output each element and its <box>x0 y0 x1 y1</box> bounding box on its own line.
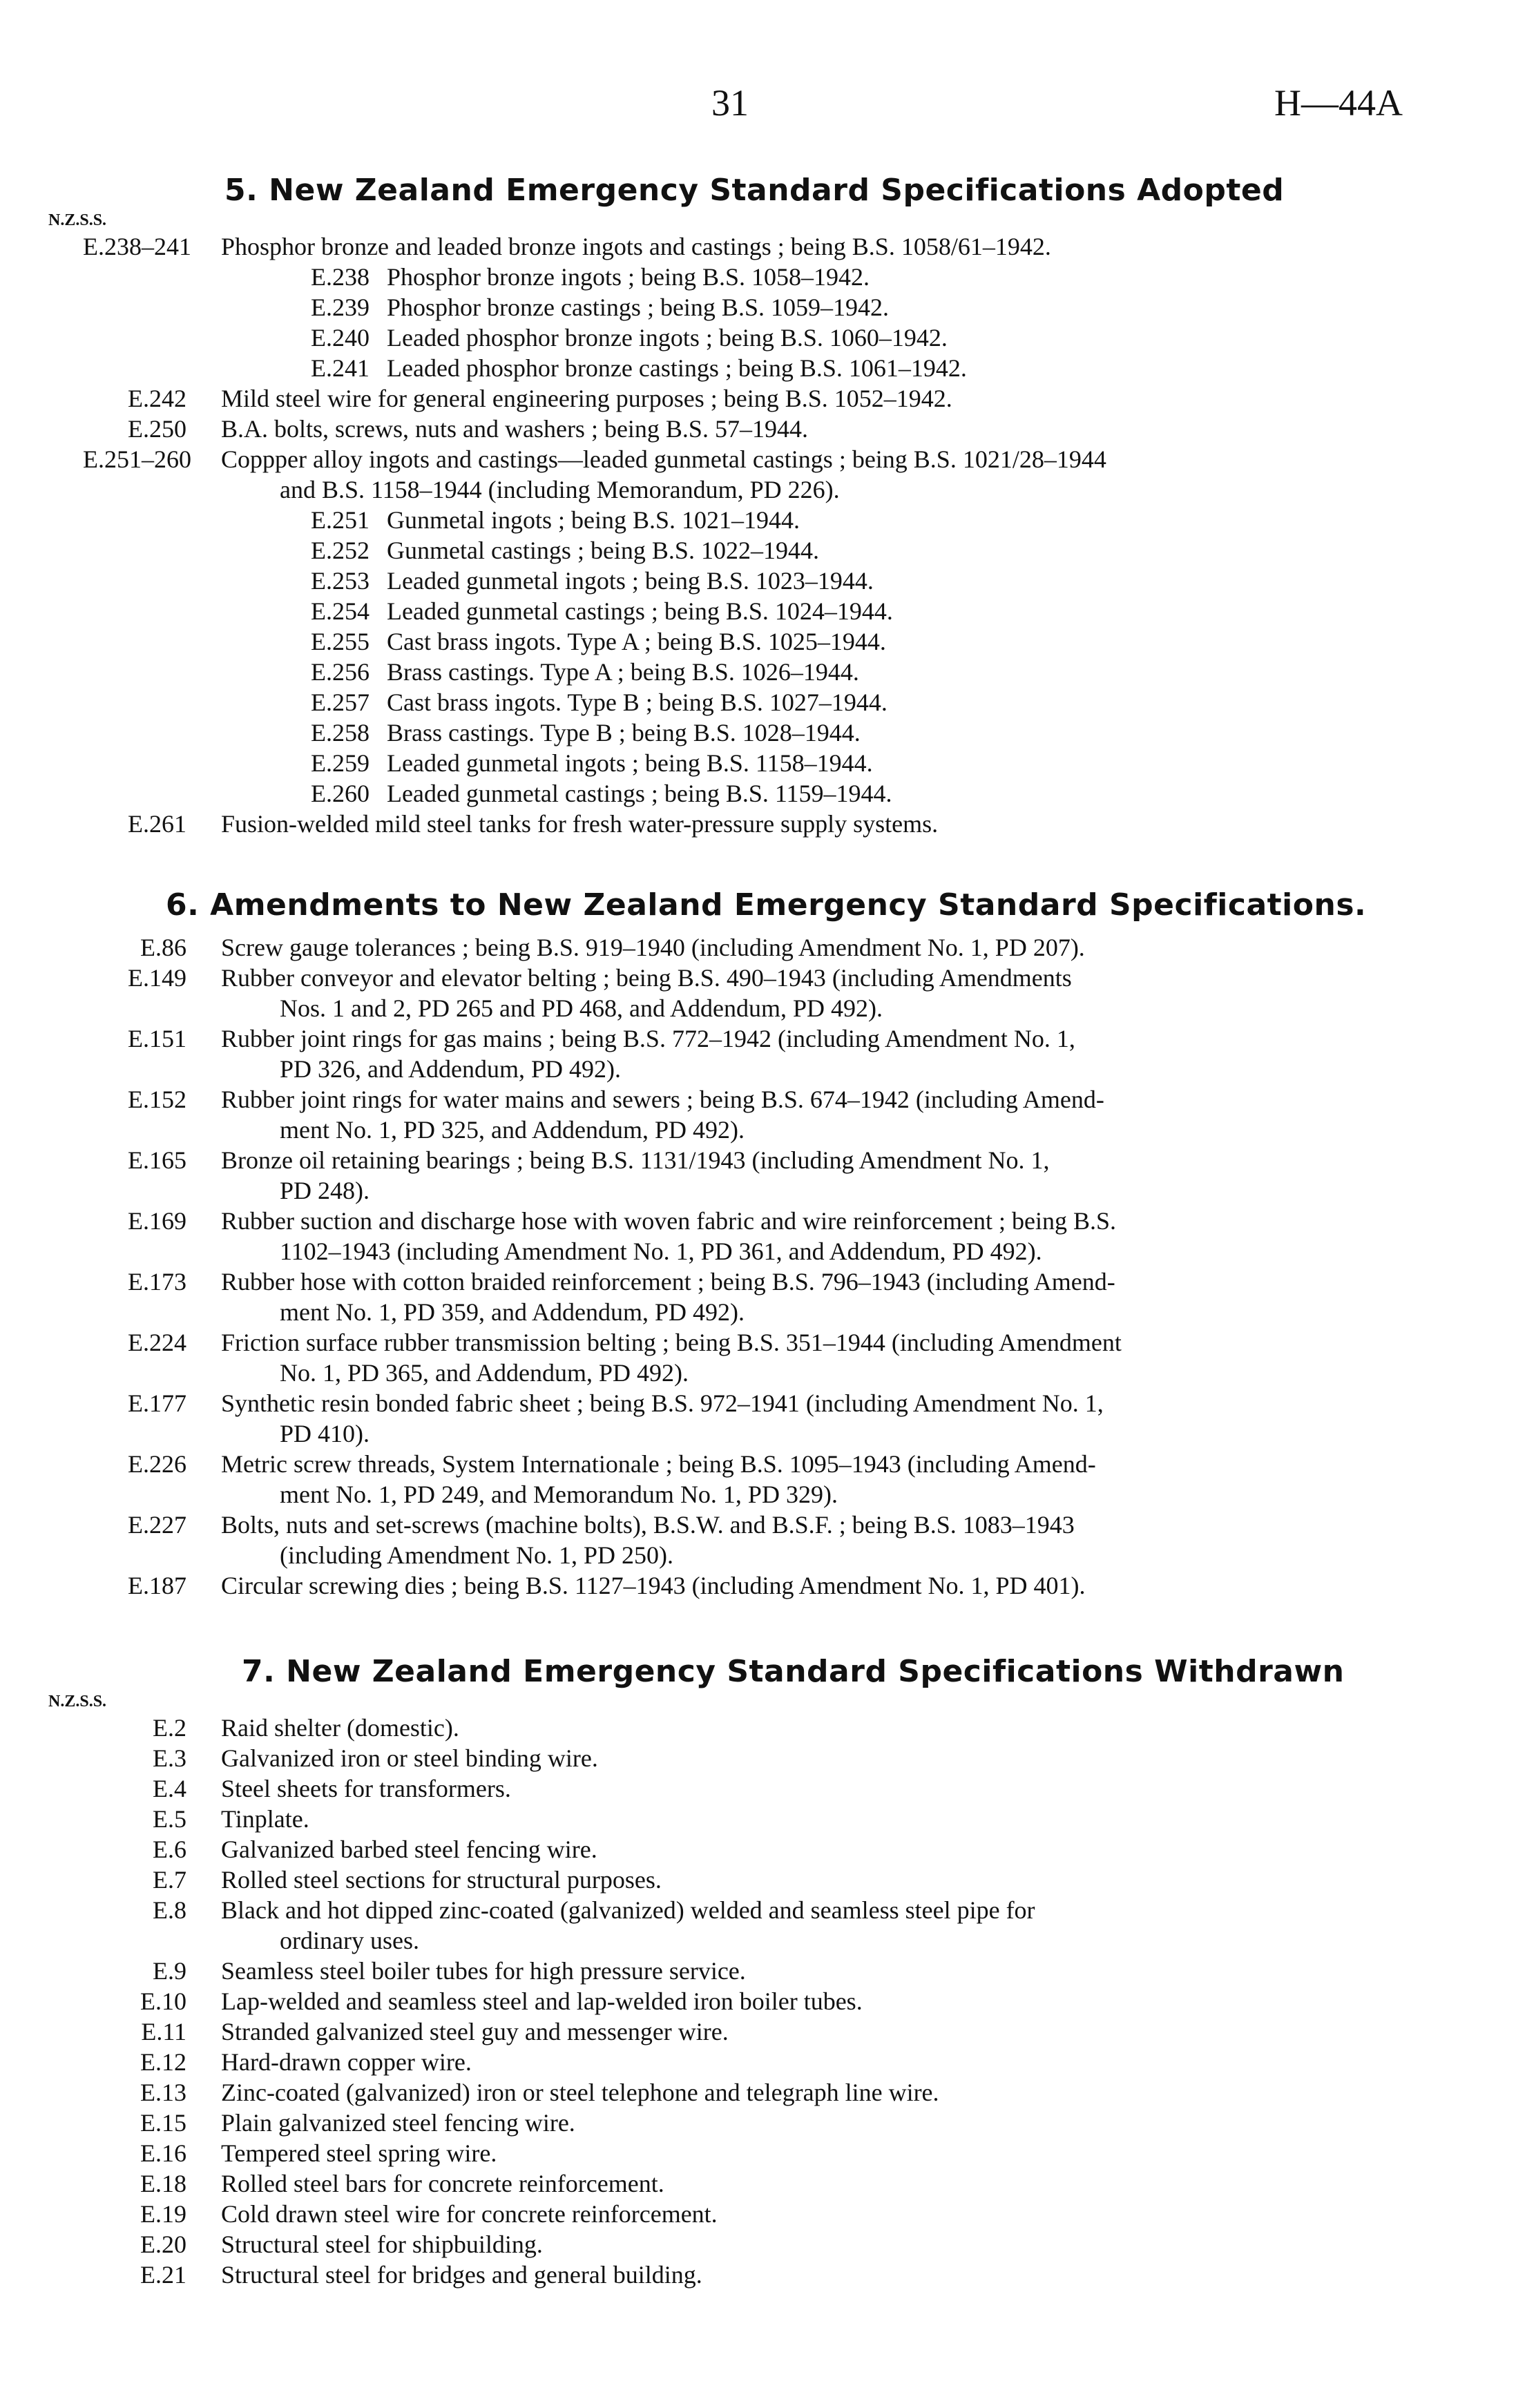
sub-entry-text: Gunmetal ingots ; being B.S. 1021–1944. <box>387 506 800 534</box>
sub-entry-code: E.260 <box>311 780 370 807</box>
document-reference: H—44A <box>1274 82 1403 124</box>
sub-entry-code: E.253 <box>311 567 370 595</box>
entry-text-continued: No. 1, PD 365, and Addendum, PD 492). <box>280 1359 689 1387</box>
section7-nzss-label: N.Z.S.S. <box>48 1693 107 1711</box>
entry-text-continued: ment No. 1, PD 249, and Memorandum No. 1, PD 329). <box>280 1481 838 1508</box>
entry-text: Phosphor bronze and leaded bronze ingots and castings ; being B.S. 1058/61–1942. <box>221 233 1051 260</box>
entry-code: E.8 <box>153 1896 186 1924</box>
sub-entry-text: Leaded gunmetal ingots ; being B.S. 1158–1944. <box>387 749 873 777</box>
entry-code: E.19 <box>140 2200 186 2228</box>
entry-text: Fusion-welded mild steel tanks for fresh water-pressure supply systems. <box>221 810 939 838</box>
entry-code: E.7 <box>153 1866 186 1894</box>
entry-text: Bolts, nuts and set-screws (machine bolts), B.S.W. and B.S.F. ; being B.S. 1083–1943 <box>221 1511 1075 1539</box>
entry-code: E.21 <box>140 2261 186 2289</box>
sub-entry-text: Phosphor bronze ingots ; being B.S. 1058–1942. <box>387 263 870 291</box>
entry-text: Lap-welded and seamless steel and lap-welded iron boiler tubes. <box>221 1987 863 2015</box>
entry-text: Steel sheets for transformers. <box>221 1775 511 1802</box>
section7-title: 7. New Zealand Emergency Standard Specifications Withdrawn <box>242 1654 1345 1689</box>
sub-entry-code: E.239 <box>311 293 370 321</box>
entry-text: Structural steel for shipbuilding. <box>221 2231 543 2258</box>
entry-text: Rubber hose with cotton braided reinforcement ; being B.S. 796–1943 (including Amend- <box>221 1268 1115 1295</box>
entry-text: Galvanized iron or steel binding wire. <box>221 1744 598 1772</box>
entry-text: Zinc-coated (galvanized) iron or steel telephone and telegraph line wire. <box>221 2079 939 2106</box>
entry-code: E.238–241 <box>83 233 191 260</box>
entry-code: E.227 <box>128 1511 186 1539</box>
entry-text: Seamless steel boiler tubes for high pressure service. <box>221 1957 746 1985</box>
sub-entry-code: E.254 <box>311 597 370 625</box>
entry-code: E.86 <box>140 934 186 961</box>
entry-code: E.9 <box>153 1957 186 1985</box>
entry-text: Tinplate. <box>221 1805 309 1833</box>
entry-text-continued: and B.S. 1158–1944 (including Memorandum, PD 226). <box>280 476 840 503</box>
entry-code: E.18 <box>140 2170 186 2197</box>
section5-title: 5. New Zealand Emergency Standard Specifications Adopted <box>224 173 1285 208</box>
entry-code: E.187 <box>128 1572 186 1599</box>
entry-code: E.11 <box>141 2018 186 2045</box>
sub-entry-code: E.257 <box>311 688 370 716</box>
entry-code: E.6 <box>153 1836 186 1863</box>
entry-code: E.15 <box>140 2109 186 2137</box>
entry-code: E.250 <box>128 415 186 443</box>
sub-entry-text: Brass castings. Type B ; being B.S. 1028–1944. <box>387 719 861 747</box>
entry-text: Rubber joint rings for water mains and sewers ; being B.S. 674–1942 (including Amend- <box>221 1086 1104 1113</box>
entry-text: B.A. bolts, screws, nuts and washers ; being B.S. 57–1944. <box>221 415 808 443</box>
entry-code: E.152 <box>128 1086 186 1113</box>
entry-text-continued: ment No. 1, PD 359, and Addendum, PD 492). <box>280 1298 745 1326</box>
sub-entry-code: E.251 <box>311 506 370 534</box>
sub-entry-code: E.258 <box>311 719 370 747</box>
entry-text: Mild steel wire for general engineering purposes ; being B.S. 1052–1942. <box>221 385 952 412</box>
sub-entry-text: Cast brass ingots. Type B ; being B.S. 1027–1944. <box>387 688 887 716</box>
entry-text: Rolled steel sections for structural purposes. <box>221 1866 662 1894</box>
entry-text: Circular screwing dies ; being B.S. 1127–1943 (including Amendment No. 1, PD 401). <box>221 1572 1086 1599</box>
section5-nzss-label: N.Z.S.S. <box>48 211 107 229</box>
entry-text-continued: PD 410). <box>280 1420 370 1447</box>
page-number: 31 <box>711 82 749 124</box>
entry-text-continued: 1102–1943 (including Amendment No. 1, PD 361, and Addendum, PD 492). <box>280 1237 1042 1265</box>
entry-code: E.261 <box>128 810 186 838</box>
entry-text-continued: PD 248). <box>280 1177 370 1204</box>
entry-code: E.2 <box>153 1714 186 1742</box>
entry-code: E.149 <box>128 964 186 992</box>
entry-code: E.5 <box>153 1805 186 1833</box>
entry-text-continued: Nos. 1 and 2, PD 265 and PD 468, and Addendum, PD 492). <box>280 994 883 1022</box>
entry-text: Rolled steel bars for concrete reinforcement. <box>221 2170 664 2197</box>
entry-text: Synthetic resin bonded fabric sheet ; being B.S. 972–1941 (including Amendment No. 1, <box>221 1389 1104 1417</box>
sub-entry-text: Leaded gunmetal castings ; being B.S. 1024–1944. <box>387 597 893 625</box>
entry-code: E.242 <box>128 385 186 412</box>
entry-text: Coppper alloy ingots and castings—leaded gunmetal castings ; being B.S. 1021/28–1944 <box>221 445 1106 473</box>
sub-entry-text: Leaded gunmetal ingots ; being B.S. 1023–1944. <box>387 567 874 595</box>
entry-text-continued: ment No. 1, PD 325, and Addendum, PD 492). <box>280 1116 745 1144</box>
sub-entry-code: E.241 <box>311 354 370 382</box>
entry-code: E.251–260 <box>83 445 191 473</box>
entry-text-continued: (including Amendment No. 1, PD 250). <box>280 1541 673 1569</box>
entry-text: Cold drawn steel wire for concrete reinforcement. <box>221 2200 718 2228</box>
entry-code: E.169 <box>128 1207 186 1235</box>
sub-entry-code: E.252 <box>311 537 370 564</box>
entry-code: E.12 <box>140 2048 186 2076</box>
sub-entry-text: Cast brass ingots. Type A ; being B.S. 1025–1944. <box>387 628 886 655</box>
section6-title: 6. Amendments to New Zealand Emergency Standard Specifications. <box>166 887 1367 923</box>
entry-text: Screw gauge tolerances ; being B.S. 919–1940 (including Amendment No. 1, PD 207). <box>221 934 1085 961</box>
entry-text: Rubber joint rings for gas mains ; being B.S. 772–1942 (including Amendment No. 1, <box>221 1025 1075 1052</box>
entry-code: E.151 <box>128 1025 186 1052</box>
sub-entry-text: Phosphor bronze castings ; being B.S. 1059–1942. <box>387 293 889 321</box>
entry-code: E.16 <box>140 2139 186 2167</box>
sub-entry-code: E.238 <box>311 263 370 291</box>
entry-code: E.10 <box>140 1987 186 2015</box>
sub-entry-text: Leaded phosphor bronze castings ; being B.S. 1061–1942. <box>387 354 967 382</box>
entry-text: Structural steel for bridges and general building. <box>221 2261 702 2289</box>
entry-text: Stranded galvanized steel guy and messenger wire. <box>221 2018 729 2045</box>
entry-code: E.20 <box>140 2231 186 2258</box>
entry-text-continued: PD 326, and Addendum, PD 492). <box>280 1055 621 1083</box>
sub-entry-text: Gunmetal castings ; being B.S. 1022–1944. <box>387 537 819 564</box>
entry-text: Rubber suction and discharge hose with woven fabric and wire reinforcement ; being B.S. <box>221 1207 1116 1235</box>
entry-code: E.4 <box>153 1775 186 1802</box>
entry-code: E.173 <box>128 1268 186 1295</box>
entry-text: Metric screw threads, System Internationale ; being B.S. 1095–1943 (including Amend- <box>221 1450 1096 1478</box>
sub-entry-text: Brass castings. Type A ; being B.S. 1026–1944. <box>387 658 859 686</box>
entry-code: E.224 <box>128 1329 186 1356</box>
entry-text: Black and hot dipped zinc-coated (galvanized) welded and seamless steel pipe for <box>221 1896 1035 1924</box>
entry-code: E.177 <box>128 1389 186 1417</box>
entry-text: Friction surface rubber transmission belting ; being B.S. 351–1944 (including Amendment <box>221 1329 1122 1356</box>
entry-text: Plain galvanized steel fencing wire. <box>221 2109 575 2137</box>
sub-entry-text: Leaded gunmetal castings ; being B.S. 1159–1944. <box>387 780 892 807</box>
entry-text: Bronze oil retaining bearings ; being B.S. 1131/1943 (including Amendment No. 1, <box>221 1146 1050 1174</box>
entry-text: Galvanized barbed steel fencing wire. <box>221 1836 597 1863</box>
sub-entry-text: Leaded phosphor bronze ingots ; being B.S. 1060–1942. <box>387 324 948 351</box>
sub-entry-code: E.240 <box>311 324 370 351</box>
entry-code: E.165 <box>128 1146 186 1174</box>
sub-entry-code: E.255 <box>311 628 370 655</box>
entry-text-continued: ordinary uses. <box>280 1927 419 1954</box>
sub-entry-code: E.256 <box>311 658 370 686</box>
sub-entry-code: E.259 <box>311 749 370 777</box>
entry-text: Rubber conveyor and elevator belting ; being B.S. 490–1943 (including Amendments <box>221 964 1072 992</box>
entry-text: Raid shelter (domestic). <box>221 1714 459 1742</box>
entry-text: Hard-drawn copper wire. <box>221 2048 472 2076</box>
entry-text: Tempered steel spring wire. <box>221 2139 497 2167</box>
entry-code: E.226 <box>128 1450 186 1478</box>
entry-code: E.13 <box>140 2079 186 2106</box>
entry-code: E.3 <box>153 1744 186 1772</box>
